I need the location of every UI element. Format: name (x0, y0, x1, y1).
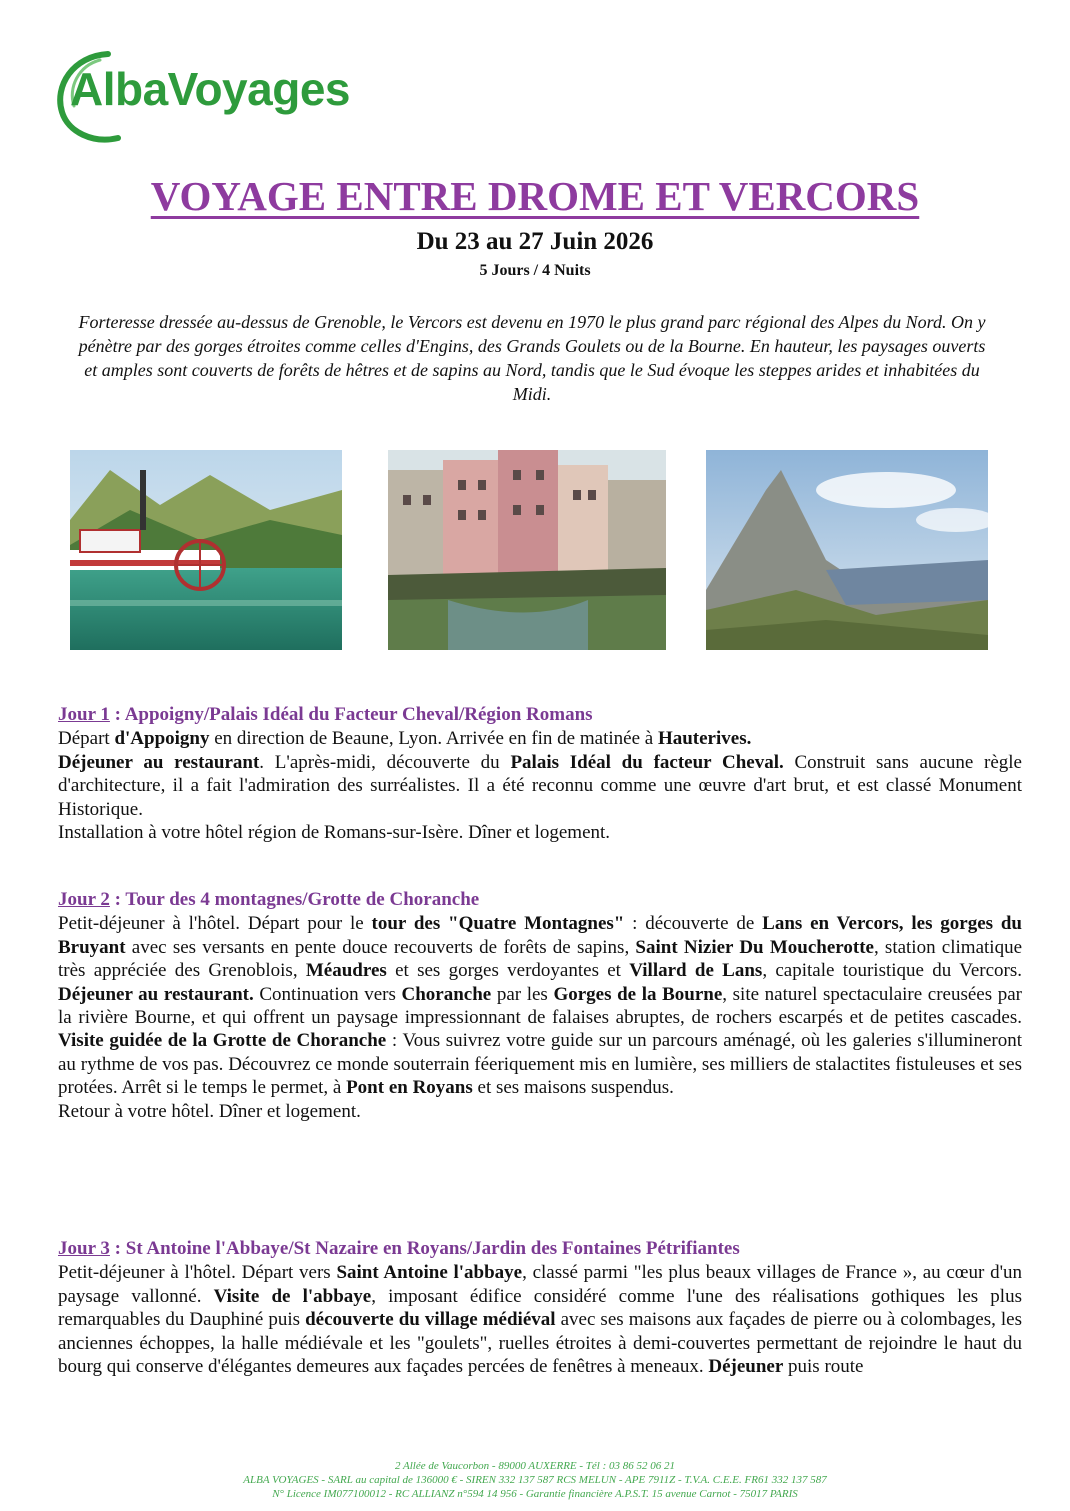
day-2-text: Petit-déjeuner à l'hôtel. Départ pour le tour des "Quatre Montagnes" : découverte de Lans en Vercors, les gorges du Bruyant avec ses versants en pente douce recouverts de forêts de sapins, Saint Nizier Du Moucherotte, station climatique très appréciée des Grenoblois, Méaudres et ses gorges verdoyantes et Villard de Lans, capitale touristique du Vercors. Déjeuner au restaurant. Continuation vers Choranche par les Gorges de la Bourne, site naturel spectaculaire creusées par la rivière Bourne, et qui offrent un paysage impressionnant de falaises abruptes, de rochers escarpés et de petites cascades. Visite guidée de la Grotte de Choranche : Vous suivrez votre guide sur un parcours aménagé, où les galeries s'illumineront au rythme de vos pas. Découvrez ce monde souterrain féeriquement mis en lumière, ses milliers de stalactites fistuleuses et ses protées. Arrêt si le temps le permet, à Pont en Royans et ses maisons suspendus. Retour à votre hôtel. Dîner et logement. (58, 913, 1022, 1122)
footer-license: N° Licence IM077100012 - RC ALLIANZ n°594 14 956 - Garantie financière A.P.S.T. 15 avenue Carnot - 75017 PARIS (272, 1488, 798, 1500)
mountain-landscape-photo (706, 450, 988, 650)
day-2-section (58, 888, 1022, 1123)
company-footer (0, 1459, 1070, 1501)
trip-duration: 5 Jours / 4 Nuits (479, 262, 591, 279)
brand-name: AlbaVoyages (70, 63, 350, 115)
intro-text: Forteresse dressée au-dessus de Grenoble, le Vercors est devenu en 1970 le plus grand parc régional des Alpes du Nord. On y pénètre par des gorges étroites comme celles d'Engins, des Grands Goulets ou de la Bourne. En hauteur, les paysages ouverts et amples sont couverts de forêts de hêtres et de sapins au Nord, tandis que le Sud évoque les steppes arides et inhabitées du Midi. (78, 312, 986, 404)
day-3-heading: Jour 3 : St Antoine l'Abbaye/St Nazaire en Royans/Jardin des Fontaines Pétrifiantes (58, 1238, 740, 1259)
day-2-heading: Jour 2 : Tour des 4 montagnes/Grotte de Choranche (58, 889, 480, 910)
day-3-text: Petit-déjeuner à l'hôtel. Départ vers Saint Antoine l'abbaye, classé parmi "les plus beaux villages de France », au cœur d'un paysage vallonné. Visite de l'abbaye, imposant édifice considéré comme l'une des réalisations gothiques les plus remarquables du Dauphiné puis découverte du village médiéval avec ses maisons aux façades de pierre ou à colombages, les anciennes échoppes, la halle médiévale et les "goulets", ruelles étroites à demi-couvertes permettant de rejoindre le haut du bourg qui conserve d'élégantes demeures aux façades percées de fenêtres à meneaux. Déjeuner puis route (58, 1262, 1022, 1378)
day-1-heading: Jour 1 : Appoigny/Palais Idéal du Facteur Cheval/Région Romans (58, 704, 593, 725)
brand-logo (48, 46, 428, 146)
trip-dates: Du 23 au 27 Juin 2026 (416, 228, 654, 255)
paddle-steamer-lake-photo (70, 450, 342, 650)
day-3-section (58, 1237, 1022, 1378)
footer-legal: ALBA VOYAGES - SARL au capital de 136000 € - SIREN 332 137 587 RCS MELUN - APE 7911Z - T.V.A. C.E.E. FR61 332 137 587 (243, 1474, 827, 1486)
hanging-houses-photo (388, 450, 666, 650)
page-title: VOYAGE ENTRE DROME ET VERCORS (150, 173, 920, 219)
day-1-text: Départ d'Appoigny en direction de Beaune, Lyon. Arrivée en fin de matinée à Hauterives. Déjeuner au restaurant. L'après-midi, découverte du Palais Idéal du facteur Cheval. Construit sans aucune règle d'architecture, il a fait l'admiration des surréalistes. Il a été reconnu comme une œuvre d'art brut, et est classé Monument Historique. Installation à votre hôtel région de Romans-sur-Isère. Dîner et logement. (58, 728, 1022, 844)
day-1-section (58, 703, 1022, 844)
footer-address: 2 Allée de Vaucorbon - 89000 AUXERRE - Tél : 03 86 52 06 21 (394, 1460, 676, 1472)
